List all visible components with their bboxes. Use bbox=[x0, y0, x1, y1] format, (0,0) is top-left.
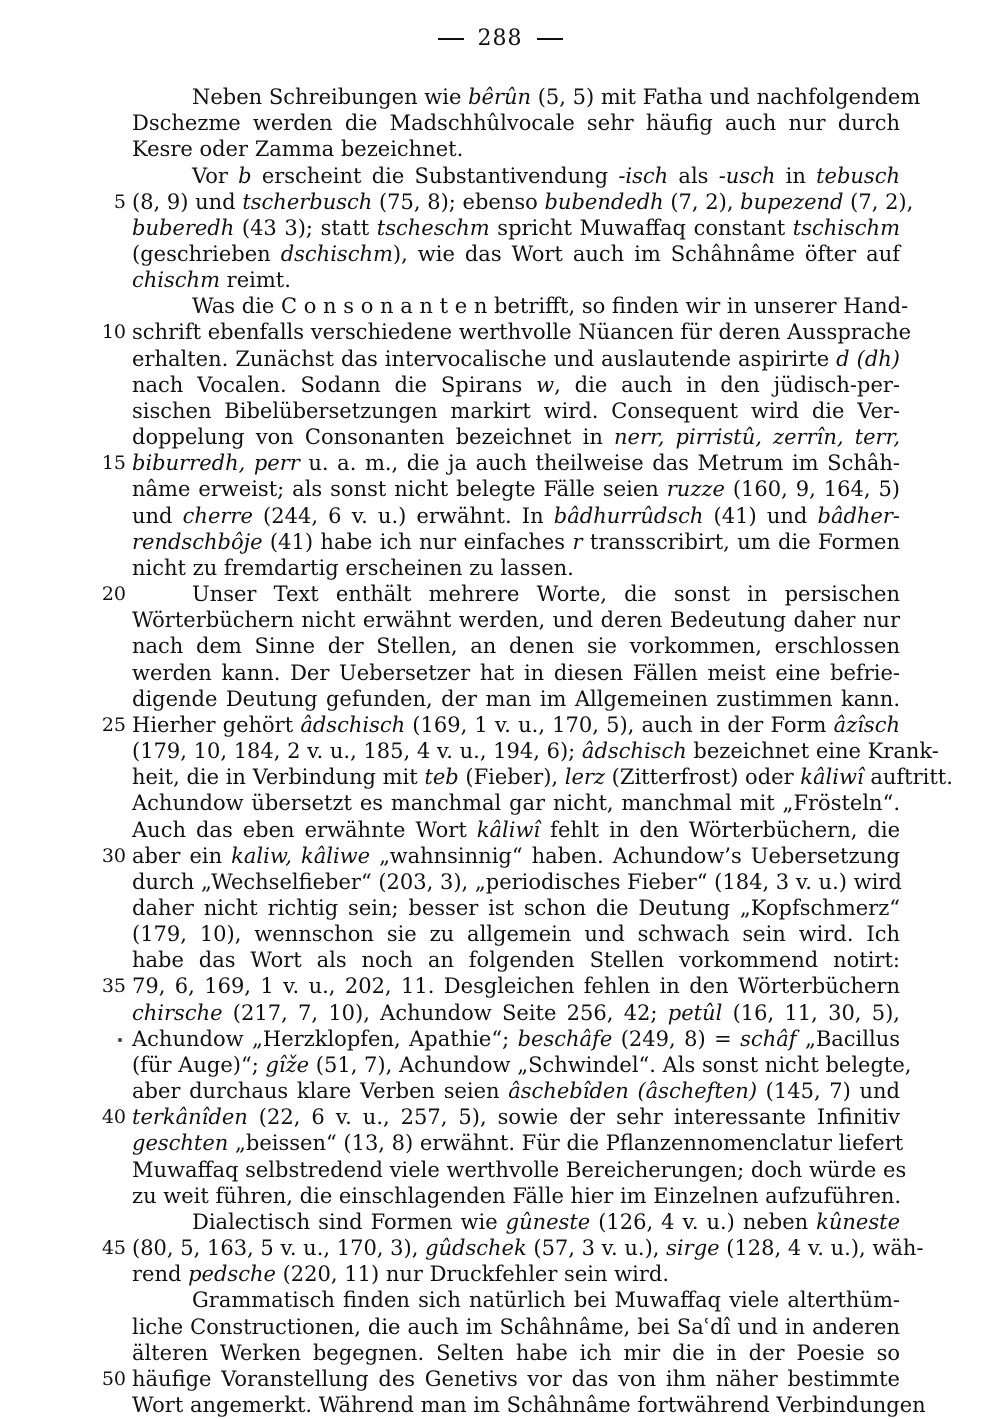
line-number: 50 bbox=[101, 1367, 126, 1390]
text-line: Vor b erscheint die Substantivendung -isch als -usch in tebusch bbox=[192, 163, 900, 188]
text-line: Auch das eben erwähnte Wort kâliwî fehlt in den Wörterbüchern, die bbox=[132, 817, 900, 842]
text-line: liche Constructionen, die auch im Schâhnâme, bei Saʿdî und in anderen bbox=[132, 1314, 900, 1339]
text-line: terkânîden (22, 6 v. u., 257, 5), sowie der sehr interessante Infinitiv bbox=[132, 1105, 900, 1130]
text-line: aber durchaus klare Verben seien âschebîden (âscheften) (145, 7) und bbox=[132, 1079, 900, 1104]
text-line: (für Auge)“; gîže (51, 7), Achundow „Schwindel“. Als sonst nicht belegte, bbox=[132, 1052, 912, 1077]
header-dash-left bbox=[438, 38, 464, 40]
text-line: aber ein kaliw, kâliwe „wahnsinnig“ haben. Achundow’s Uebersetzung bbox=[132, 843, 901, 868]
line-number: 45 bbox=[101, 1237, 126, 1259]
text-line: (179, 10, 184, 2 v. u., 185, 4 v. u., 194, 6); âdschisch bezeichnet eine Krank- bbox=[132, 739, 939, 763]
text-line: Grammatisch finden sich natürlich bei Muwaffaq viele alterthüm- bbox=[192, 1288, 900, 1313]
header-dash-right bbox=[537, 38, 563, 40]
text-line: häufige Voranstellung des Genetivs vor das von ihm näher bestimmte bbox=[132, 1366, 900, 1391]
text-line: schrift ebenfalls verschiedene werthvolle Nüancen für deren Aussprache bbox=[132, 320, 912, 345]
text-line: daher nicht richtig sein; besser ist schon die Deutung „Kopfschmerz“ bbox=[132, 896, 900, 920]
text-line: Hierher gehört âdschisch (169, 1 v. u., 170, 5), auch in der Form âzîsch bbox=[132, 712, 900, 737]
text-line: heit, die in Verbindung mit teb (Fieber), lerz (Zitterfrost) oder kâliwî auftritt. bbox=[132, 765, 953, 790]
text-line: Dschezme werden die Madschhûlvocale sehr häufig auch nur durch bbox=[132, 111, 900, 136]
text-line: nâme erweist; als sonst nicht belegte Fälle seien ruzze (160, 9, 164, 5) bbox=[132, 477, 901, 502]
text-line: Was die C o n s o n a n t e n betrifft, so finden wir in unserer Hand- bbox=[192, 294, 909, 319]
line-number: 25 bbox=[101, 713, 126, 736]
text-line: Neben Schreibungen wie bêrûn (5, 5) mit Fatha und nachfolgendem bbox=[192, 85, 921, 109]
text-line: Dialectisch sind Formen wie gûneste (126, 4 v. u.) neben kûneste bbox=[192, 1209, 901, 1234]
text-line: Achundow übersetzt es manchmal gar nicht, manchmal mit „Frösteln“. bbox=[132, 791, 900, 816]
text-line: nach Vocalen. Sodann die Spirans w, die auch in den jüdisch-per- bbox=[132, 372, 901, 397]
text-line: (8, 9) und tscherbusch (75, 8); ebenso bubendedh (7, 2), bupezend (7, 2), bbox=[132, 189, 914, 214]
page-header bbox=[0, 26, 1000, 51]
text-line: werden kann. Der Uebersetzer hat in diesen Fällen meist eine befrie- bbox=[132, 660, 900, 685]
text-line: habe das Wort als noch an folgenden Stellen vorkommend notirt: bbox=[132, 948, 900, 973]
text-line: Muwaffaq selbstredend viele werthvolle Bereicherungen; doch würde es bbox=[132, 1157, 907, 1182]
line-number: 5 bbox=[113, 190, 126, 213]
text-line: älteren Werken begegnen. Selten habe ich mir die in der Poesie so bbox=[132, 1340, 900, 1365]
line-number: 15 bbox=[101, 452, 126, 475]
text-line: Achundow „Herzklopfen, Apathie“; beschâfe (249, 8) = schâf „Bacillus bbox=[132, 1026, 901, 1051]
text-line: rend pedsche (220, 11) nur Druckfehler sein wird. bbox=[132, 1262, 670, 1287]
text-line: chischm reimt. bbox=[132, 268, 291, 293]
line-number: 20 bbox=[101, 583, 126, 605]
text-line: nicht zu fremdartig erscheinen zu lassen. bbox=[132, 555, 574, 580]
text-line: (geschrieben dschischm), wie das Wort auch im Schâhnâme öfter auf bbox=[132, 242, 900, 266]
line-number: 40 bbox=[101, 1106, 126, 1129]
text-line: (80, 5, 163, 5 v. u., 170, 3), gûdschek (57, 3 v. u.), sirge (128, 4 v. u.), wäh- bbox=[132, 1236, 924, 1260]
page-number: 288 bbox=[477, 26, 523, 51]
text-line: (179, 10), wennschon sie zu allgemein und schwach sein wird. Ich bbox=[132, 922, 900, 947]
line-number: 35 bbox=[101, 975, 126, 998]
line-number: 10 bbox=[101, 321, 126, 344]
text-line: zu weit führen, die einschlagenden Fälle hier im Einzelnen aufzuführen. bbox=[132, 1183, 902, 1208]
text-line: und cherre (244, 6 v. u.) erwähnt. In bâdhurrûdsch (41) und bâdher- bbox=[132, 503, 900, 528]
text-line: erhalten. Zunächst das intervocalische und auslautende aspirirte d (dh) bbox=[132, 346, 900, 371]
line-number: 30 bbox=[101, 844, 126, 867]
text-line: buberedh (43 3); statt tscheschm spricht Muwaffaq constant tschischm bbox=[132, 215, 900, 240]
text-line: biburredh, perr u. a. m., die ja auch theilweise das Metrum im Schâh- bbox=[132, 451, 900, 476]
text-line: Kesre oder Zamma bezeichnet. bbox=[132, 137, 464, 162]
text-line: sischen Bibelübersetzungen markirt wird. Consequent wird die Ver- bbox=[132, 398, 900, 423]
text-line: Unser Text enthält mehrere Worte, die sonst in persischen bbox=[192, 582, 900, 606]
text-line: geschten „beissen“ (13, 8) erwähnt. Für die Pflanzennomenclatur liefert bbox=[132, 1131, 904, 1156]
text-line: durch „Wechselfieber“ (203, 3), „periodisches Fieber“ (184, 3 v. u.) wird bbox=[132, 869, 902, 894]
text-line: digende Deutung gefunden, der man im Allgemeinen zustimmen kann. bbox=[132, 686, 900, 711]
text-line: rendschbôje (41) habe ich nur einfaches r transscribirt, um die Formen bbox=[132, 529, 900, 554]
margin-mark bbox=[118, 1038, 122, 1042]
text-line: nach dem Sinne der Stellen, an denen sie vorkommen, erschlossen bbox=[132, 634, 900, 659]
text-line: Wort angemerkt. Während man im Schâhnâme fortwährend Verbindungen bbox=[132, 1393, 926, 1417]
text-line: doppelung von Consonanten bezeichnet in nerr, pirristû, zerrîn, terr, bbox=[132, 425, 901, 450]
text-line: Wörterbüchern nicht erwähnt werden, und deren Bedeutung daher nur bbox=[132, 608, 900, 633]
text-line: 79, 6, 169, 1 v. u., 202, 11. Desgleichen fehlen in den Wörterbüchern bbox=[132, 974, 900, 999]
text-line: chirsche (217, 7, 10), Achundow Seite 256, 42; petûl (16, 11, 30, 5), bbox=[132, 1000, 900, 1025]
